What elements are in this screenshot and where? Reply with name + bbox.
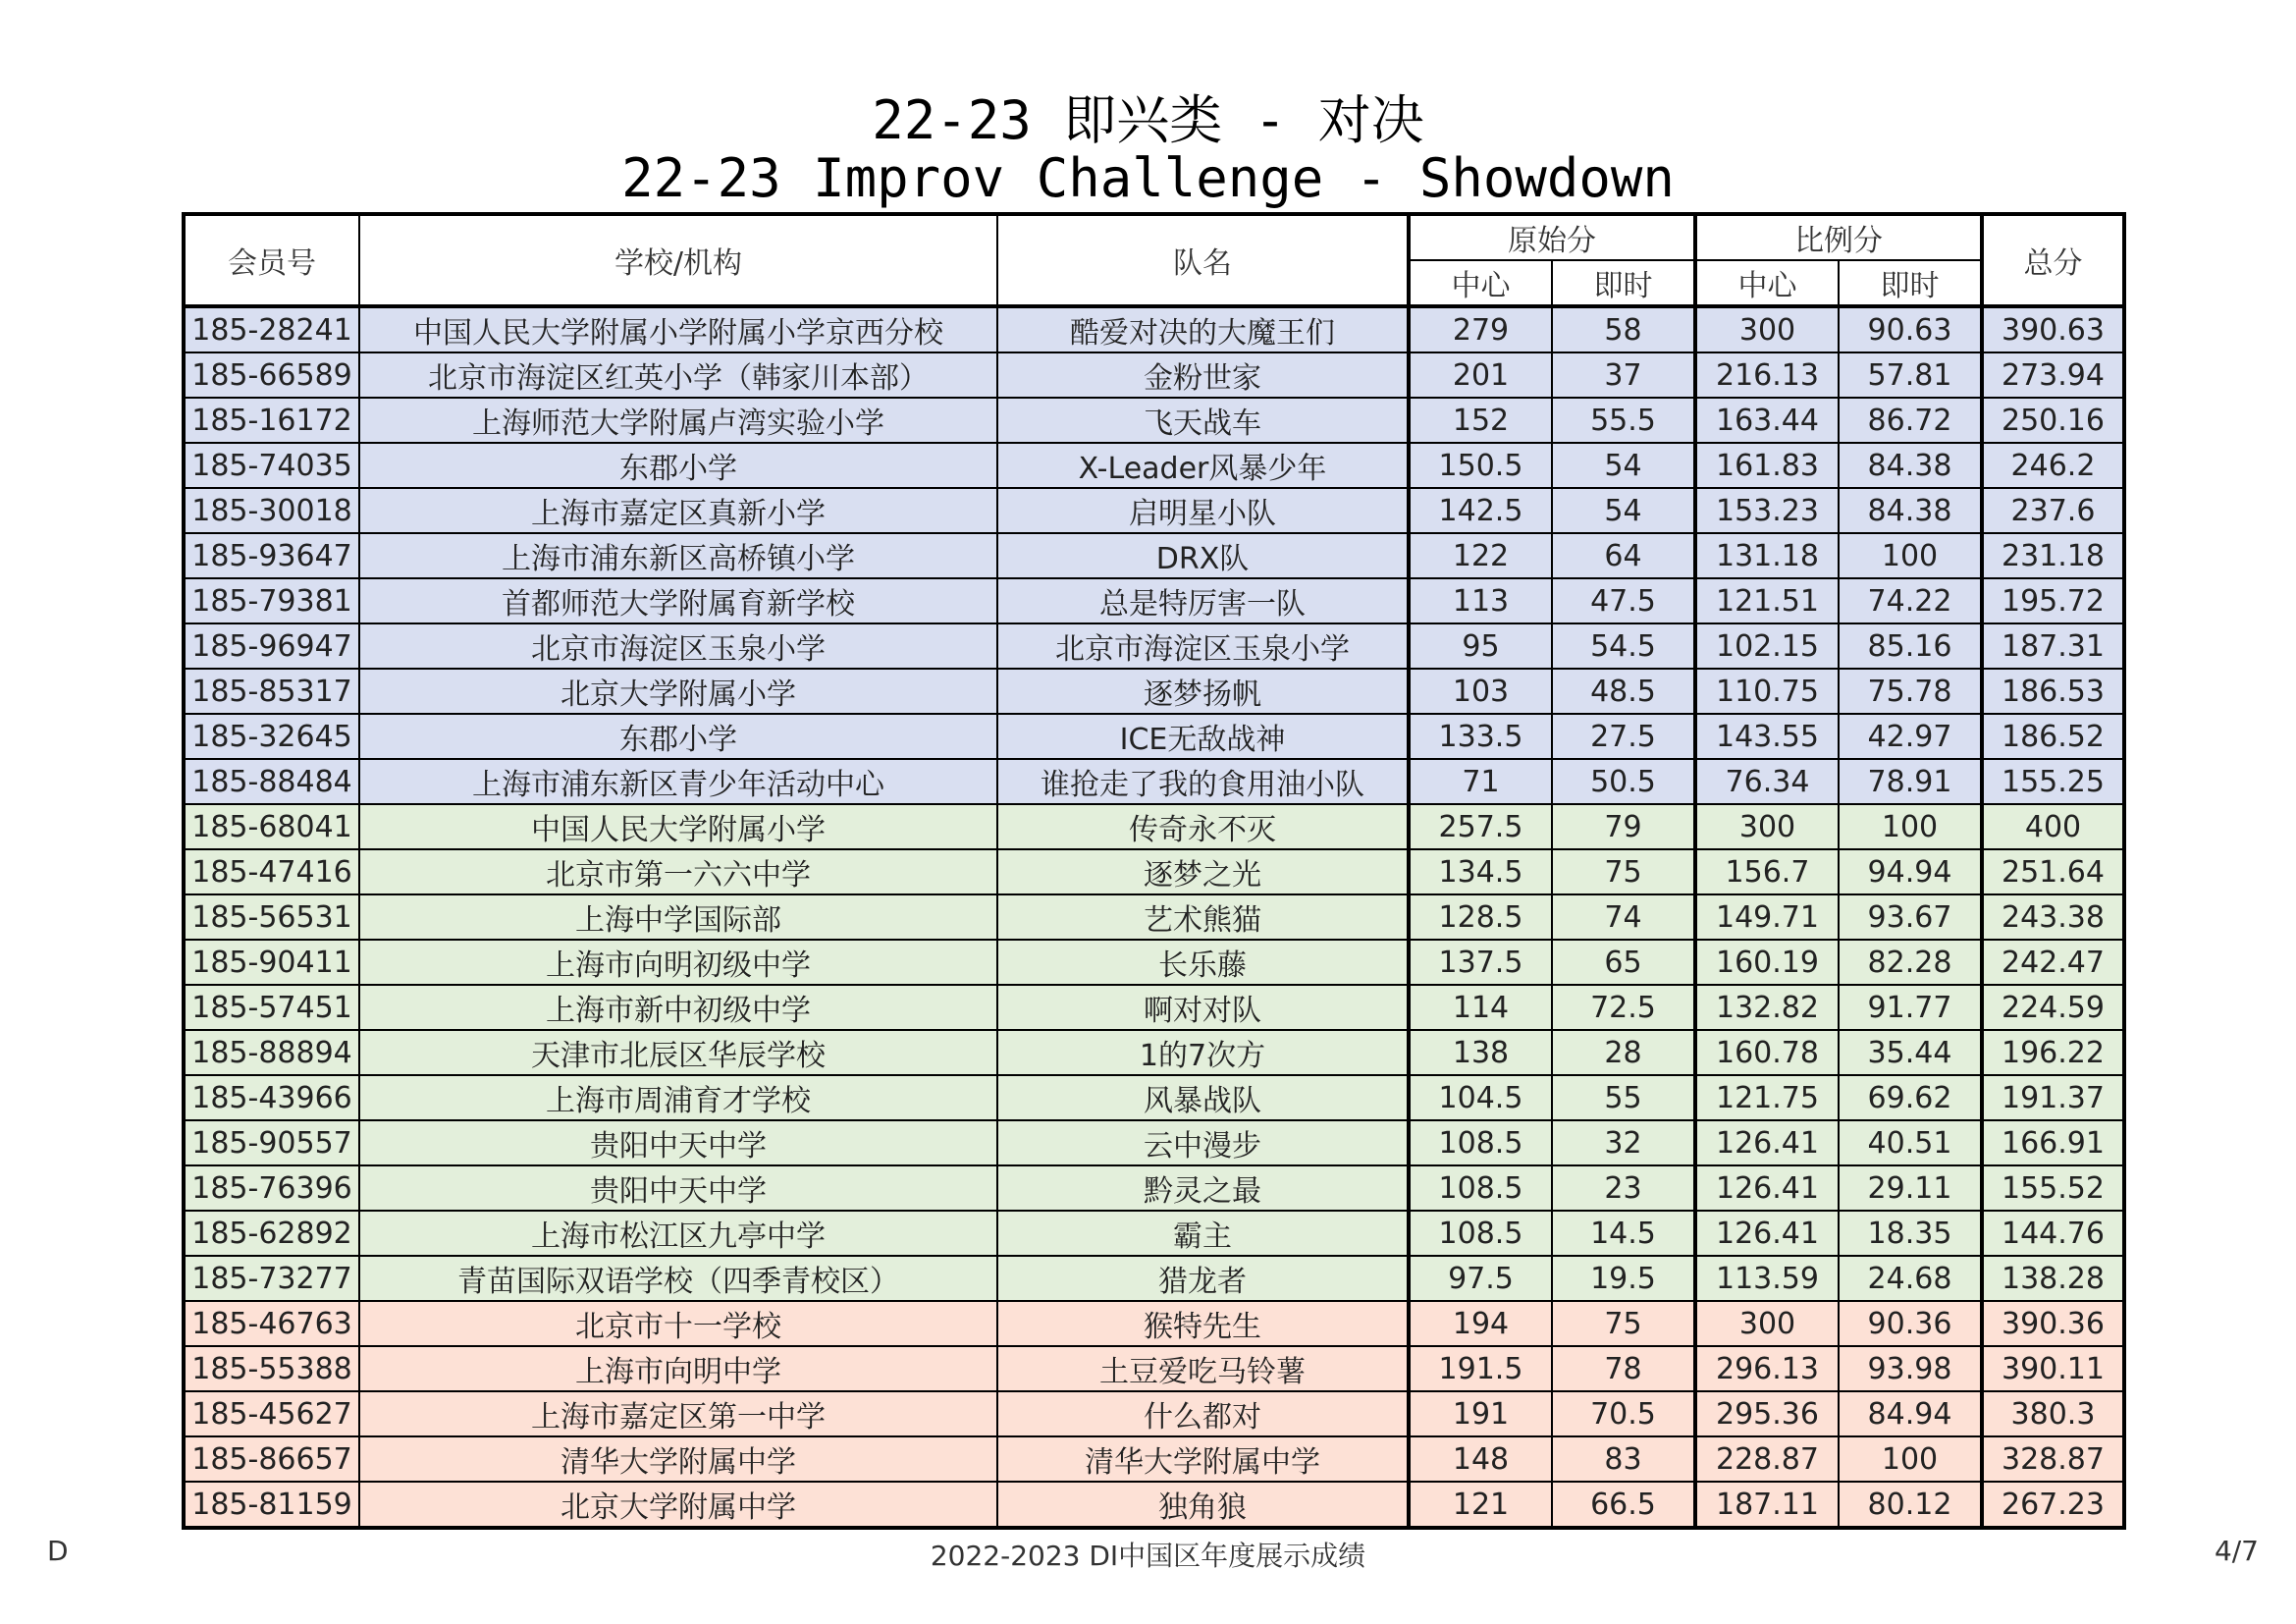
- raw-center-cell: 121: [1409, 1482, 1552, 1528]
- raw-center-cell: 150.5: [1409, 443, 1552, 488]
- scaled-center-cell: 156.7: [1695, 849, 1839, 894]
- school-cell: 上海市向明初级中学: [359, 940, 997, 985]
- raw-instant-cell: 74: [1552, 894, 1695, 940]
- scaled-center-cell: 126.41: [1695, 1165, 1839, 1211]
- scaled-instant-cell: 80.12: [1839, 1482, 1982, 1528]
- raw-center-cell: 134.5: [1409, 849, 1552, 894]
- scaled-center-cell: 121.75: [1695, 1075, 1839, 1120]
- team-cell: 逐梦扬帆: [997, 669, 1409, 714]
- member-id-cell: 185-88484: [184, 759, 359, 804]
- raw-center-cell: 103: [1409, 669, 1552, 714]
- scaled-center-cell: 161.83: [1695, 443, 1839, 488]
- raw-center-cell: 122: [1409, 533, 1552, 578]
- team-cell: 总是特厉害一队: [997, 578, 1409, 623]
- header-scaled-center: 中心: [1695, 260, 1839, 306]
- team-cell: 逐梦之光: [997, 849, 1409, 894]
- member-id-cell: 185-90411: [184, 940, 359, 985]
- total-cell: 237.6: [1982, 488, 2124, 533]
- total-cell: 231.18: [1982, 533, 2124, 578]
- raw-center-cell: 108.5: [1409, 1165, 1552, 1211]
- scaled-instant-cell: 74.22: [1839, 578, 1982, 623]
- school-cell: 上海市松江区九亭中学: [359, 1211, 997, 1256]
- member-id-cell: 185-46763: [184, 1301, 359, 1346]
- scaled-center-cell: 153.23: [1695, 488, 1839, 533]
- team-cell: ICE无敌战神: [997, 714, 1409, 759]
- raw-instant-cell: 54: [1552, 488, 1695, 533]
- school-cell: 清华大学附属中学: [359, 1436, 997, 1482]
- school-cell: 上海市浦东新区青少年活动中心: [359, 759, 997, 804]
- school-cell: 北京大学附属中学: [359, 1482, 997, 1528]
- raw-instant-cell: 27.5: [1552, 714, 1695, 759]
- header-raw-instant: 即时: [1552, 260, 1695, 306]
- team-cell: 风暴战队: [997, 1075, 1409, 1120]
- team-cell: 北京市海淀区玉泉小学: [997, 623, 1409, 669]
- scaled-instant-cell: 40.51: [1839, 1120, 1982, 1165]
- scaled-center-cell: 187.11: [1695, 1482, 1839, 1528]
- raw-center-cell: 152: [1409, 398, 1552, 443]
- member-id-cell: 185-96947: [184, 623, 359, 669]
- school-cell: 东郡小学: [359, 443, 997, 488]
- footer-caption: 2022-2023 DI中国区年度展示成绩: [930, 1540, 1366, 1572]
- team-cell: 传奇永不灭: [997, 804, 1409, 849]
- scaled-center-cell: 300: [1695, 306, 1839, 352]
- member-id-cell: 185-16172: [184, 398, 359, 443]
- table-row: [184, 714, 2124, 759]
- member-id-cell: 185-32645: [184, 714, 359, 759]
- scaled-center-cell: 160.78: [1695, 1030, 1839, 1075]
- member-id-cell: 185-90557: [184, 1120, 359, 1165]
- raw-instant-cell: 58: [1552, 306, 1695, 352]
- school-cell: 上海市浦东新区高桥镇小学: [359, 533, 997, 578]
- team-cell: 啊对对队: [997, 985, 1409, 1030]
- school-cell: 上海中学国际部: [359, 894, 997, 940]
- table-row: [184, 759, 2124, 804]
- total-cell: 187.31: [1982, 623, 2124, 669]
- scaled-instant-cell: 91.77: [1839, 985, 1982, 1030]
- raw-instant-cell: 78: [1552, 1346, 1695, 1391]
- table-row: [184, 1301, 2124, 1346]
- scaled-instant-cell: 90.36: [1839, 1301, 1982, 1346]
- scaled-center-cell: 296.13: [1695, 1346, 1839, 1391]
- member-id-cell: 185-73277: [184, 1256, 359, 1301]
- member-id-cell: 185-43966: [184, 1075, 359, 1120]
- scaled-instant-cell: 85.16: [1839, 623, 1982, 669]
- member-id-cell: 185-74035: [184, 443, 359, 488]
- table-row: [184, 1436, 2124, 1482]
- raw-center-cell: 97.5: [1409, 1256, 1552, 1301]
- total-cell: 400: [1982, 804, 2124, 849]
- scaled-instant-cell: 93.98: [1839, 1346, 1982, 1391]
- footer-left-mark: D: [47, 1535, 69, 1567]
- total-cell: 328.87: [1982, 1436, 2124, 1482]
- raw-instant-cell: 70.5: [1552, 1391, 1695, 1436]
- scaled-instant-cell: 35.44: [1839, 1030, 1982, 1075]
- member-id-cell: 185-55388: [184, 1346, 359, 1391]
- table-row: [184, 1211, 2124, 1256]
- raw-instant-cell: 37: [1552, 352, 1695, 398]
- team-cell: 土豆爱吃马铃薯: [997, 1346, 1409, 1391]
- school-cell: 上海市嘉定区真新小学: [359, 488, 997, 533]
- scaled-instant-cell: 84.38: [1839, 488, 1982, 533]
- table-row: [184, 352, 2124, 398]
- score-table: [182, 212, 2126, 1530]
- table-row: [184, 1120, 2124, 1165]
- total-cell: 390.11: [1982, 1346, 2124, 1391]
- raw-center-cell: 108.5: [1409, 1120, 1552, 1165]
- team-cell: 长乐藤: [997, 940, 1409, 985]
- raw-instant-cell: 64: [1552, 533, 1695, 578]
- team-cell: 飞天战车: [997, 398, 1409, 443]
- raw-instant-cell: 32: [1552, 1120, 1695, 1165]
- scaled-instant-cell: 42.97: [1839, 714, 1982, 759]
- scaled-instant-cell: 75.78: [1839, 669, 1982, 714]
- raw-instant-cell: 75: [1552, 1301, 1695, 1346]
- scaled-center-cell: 102.15: [1695, 623, 1839, 669]
- team-cell: 启明星小队: [997, 488, 1409, 533]
- total-cell: 273.94: [1982, 352, 2124, 398]
- school-cell: 青苗国际双语学校（四季青校区）: [359, 1256, 997, 1301]
- raw-instant-cell: 55: [1552, 1075, 1695, 1120]
- table-row: [184, 1075, 2124, 1120]
- table-row: [184, 398, 2124, 443]
- school-cell: 上海市嘉定区第一中学: [359, 1391, 997, 1436]
- raw-instant-cell: 66.5: [1552, 1482, 1695, 1528]
- total-cell: 166.91: [1982, 1120, 2124, 1165]
- raw-center-cell: 191: [1409, 1391, 1552, 1436]
- member-id-cell: 185-66589: [184, 352, 359, 398]
- member-id-cell: 185-81159: [184, 1482, 359, 1528]
- raw-center-cell: 108.5: [1409, 1211, 1552, 1256]
- school-cell: 中国人民大学附属小学: [359, 804, 997, 849]
- team-cell: 金粉世家: [997, 352, 1409, 398]
- scaled-instant-cell: 90.63: [1839, 306, 1982, 352]
- table-row: [184, 804, 2124, 849]
- total-cell: 155.25: [1982, 759, 2124, 804]
- school-cell: 东郡小学: [359, 714, 997, 759]
- scaled-center-cell: 300: [1695, 1301, 1839, 1346]
- table-row: [184, 669, 2124, 714]
- header-school: 学校/机构: [359, 214, 997, 306]
- total-cell: 242.47: [1982, 940, 2124, 985]
- team-cell: 猴特先生: [997, 1301, 1409, 1346]
- total-cell: 155.52: [1982, 1165, 2124, 1211]
- school-cell: 北京市海淀区玉泉小学: [359, 623, 997, 669]
- table-row: [184, 488, 2124, 533]
- total-cell: 251.64: [1982, 849, 2124, 894]
- school-cell: 天津市北辰区华辰学校: [359, 1030, 997, 1075]
- school-cell: 首都师范大学附属育新学校: [359, 578, 997, 623]
- raw-center-cell: 133.5: [1409, 714, 1552, 759]
- raw-instant-cell: 54: [1552, 443, 1695, 488]
- team-cell: DRX队: [997, 533, 1409, 578]
- team-cell: 黔灵之最: [997, 1165, 1409, 1211]
- scaled-center-cell: 160.19: [1695, 940, 1839, 985]
- school-cell: 北京市十一学校: [359, 1301, 997, 1346]
- page-title-english: 22-23 Improv Challenge - Showdown: [621, 147, 1675, 209]
- scaled-center-cell: 121.51: [1695, 578, 1839, 623]
- scaled-instant-cell: 100: [1839, 804, 1982, 849]
- table-row: [184, 1030, 2124, 1075]
- table-row: [184, 985, 2124, 1030]
- team-cell: 酷爱对决的大魔王们: [997, 306, 1409, 352]
- table-row: [184, 306, 2124, 352]
- member-id-cell: 185-85317: [184, 669, 359, 714]
- raw-center-cell: 191.5: [1409, 1346, 1552, 1391]
- total-cell: 267.23: [1982, 1482, 2124, 1528]
- raw-instant-cell: 72.5: [1552, 985, 1695, 1030]
- member-id-cell: 185-79381: [184, 578, 359, 623]
- member-id-cell: 185-45627: [184, 1391, 359, 1436]
- header-scaled-score: 比例分: [1695, 214, 1982, 260]
- total-cell: 390.63: [1982, 306, 2124, 352]
- scaled-instant-cell: 93.67: [1839, 894, 1982, 940]
- school-cell: 北京市海淀区红英小学（韩家川本部）: [359, 352, 997, 398]
- scaled-center-cell: 76.34: [1695, 759, 1839, 804]
- school-cell: 上海市周浦育才学校: [359, 1075, 997, 1120]
- scaled-instant-cell: 18.35: [1839, 1211, 1982, 1256]
- scaled-center-cell: 163.44: [1695, 398, 1839, 443]
- total-cell: 195.72: [1982, 578, 2124, 623]
- table-row: [184, 1346, 2124, 1391]
- table-row: [184, 849, 2124, 894]
- header-scaled-instant: 即时: [1839, 260, 1982, 306]
- total-cell: 186.53: [1982, 669, 2124, 714]
- scaled-instant-cell: 94.94: [1839, 849, 1982, 894]
- total-cell: 224.59: [1982, 985, 2124, 1030]
- team-cell: 清华大学附属中学: [997, 1436, 1409, 1482]
- raw-center-cell: 138: [1409, 1030, 1552, 1075]
- raw-center-cell: 137.5: [1409, 940, 1552, 985]
- table-row: [184, 1256, 2124, 1301]
- member-id-cell: 185-88894: [184, 1030, 359, 1075]
- school-cell: 上海市新中初级中学: [359, 985, 997, 1030]
- header-member-id: 会员号: [184, 214, 359, 306]
- table-row: [184, 894, 2124, 940]
- member-id-cell: 185-57451: [184, 985, 359, 1030]
- header-raw-center: 中心: [1409, 260, 1552, 306]
- raw-center-cell: 279: [1409, 306, 1552, 352]
- school-cell: 上海市向明中学: [359, 1346, 997, 1391]
- total-cell: 138.28: [1982, 1256, 2124, 1301]
- total-cell: 196.22: [1982, 1030, 2124, 1075]
- school-cell: 北京大学附属小学: [359, 669, 997, 714]
- member-id-cell: 185-76396: [184, 1165, 359, 1211]
- member-id-cell: 185-86657: [184, 1436, 359, 1482]
- team-cell: X-Leader风暴少年: [997, 443, 1409, 488]
- raw-center-cell: 142.5: [1409, 488, 1552, 533]
- scaled-instant-cell: 29.11: [1839, 1165, 1982, 1211]
- raw-instant-cell: 54.5: [1552, 623, 1695, 669]
- school-cell: 贵阳中天中学: [359, 1120, 997, 1165]
- scaled-instant-cell: 78.91: [1839, 759, 1982, 804]
- team-cell: 云中漫步: [997, 1120, 1409, 1165]
- team-cell: 1的7次方: [997, 1030, 1409, 1075]
- member-id-cell: 185-30018: [184, 488, 359, 533]
- school-cell: 上海师范大学附属卢湾实验小学: [359, 398, 997, 443]
- member-id-cell: 185-47416: [184, 849, 359, 894]
- scaled-instant-cell: 100: [1839, 533, 1982, 578]
- scaled-center-cell: 295.36: [1695, 1391, 1839, 1436]
- table-row: [184, 623, 2124, 669]
- raw-center-cell: 201: [1409, 352, 1552, 398]
- team-cell: 什么都对: [997, 1391, 1409, 1436]
- member-id-cell: 185-56531: [184, 894, 359, 940]
- school-cell: 北京市第一六六中学: [359, 849, 997, 894]
- scaled-instant-cell: 57.81: [1839, 352, 1982, 398]
- total-cell: 186.52: [1982, 714, 2124, 759]
- total-cell: 380.3: [1982, 1391, 2124, 1436]
- total-cell: 390.36: [1982, 1301, 2124, 1346]
- school-cell: 中国人民大学附属小学附属小学京西分校: [359, 306, 997, 352]
- table-row: [184, 1482, 2124, 1528]
- scaled-center-cell: 149.71: [1695, 894, 1839, 940]
- total-cell: 191.37: [1982, 1075, 2124, 1120]
- scaled-instant-cell: 82.28: [1839, 940, 1982, 985]
- raw-center-cell: 113: [1409, 578, 1552, 623]
- raw-instant-cell: 50.5: [1552, 759, 1695, 804]
- raw-center-cell: 104.5: [1409, 1075, 1552, 1120]
- scaled-center-cell: 126.41: [1695, 1211, 1839, 1256]
- scaled-center-cell: 110.75: [1695, 669, 1839, 714]
- total-cell: 243.38: [1982, 894, 2124, 940]
- scaled-instant-cell: 86.72: [1839, 398, 1982, 443]
- scaled-center-cell: 216.13: [1695, 352, 1839, 398]
- scaled-center-cell: 126.41: [1695, 1120, 1839, 1165]
- scaled-center-cell: 300: [1695, 804, 1839, 849]
- raw-instant-cell: 75: [1552, 849, 1695, 894]
- table-row: [184, 1165, 2124, 1211]
- total-cell: 246.2: [1982, 443, 2124, 488]
- member-id-cell: 185-93647: [184, 533, 359, 578]
- scaled-center-cell: 228.87: [1695, 1436, 1839, 1482]
- scaled-instant-cell: 24.68: [1839, 1256, 1982, 1301]
- team-cell: 谁抢走了我的食用油小队: [997, 759, 1409, 804]
- raw-center-cell: 128.5: [1409, 894, 1552, 940]
- page-title-chinese: 22-23 即兴类 - 对决: [872, 89, 1424, 151]
- raw-center-cell: 114: [1409, 985, 1552, 1030]
- raw-instant-cell: 14.5: [1552, 1211, 1695, 1256]
- raw-center-cell: 194: [1409, 1301, 1552, 1346]
- table-row: [184, 443, 2124, 488]
- raw-instant-cell: 55.5: [1552, 398, 1695, 443]
- raw-center-cell: 71: [1409, 759, 1552, 804]
- raw-instant-cell: 19.5: [1552, 1256, 1695, 1301]
- table-row: [184, 940, 2124, 985]
- raw-instant-cell: 65: [1552, 940, 1695, 985]
- scaled-instant-cell: 84.38: [1839, 443, 1982, 488]
- member-id-cell: 185-68041: [184, 804, 359, 849]
- raw-instant-cell: 83: [1552, 1436, 1695, 1482]
- header-raw-score: 原始分: [1409, 214, 1695, 260]
- member-id-cell: 185-62892: [184, 1211, 359, 1256]
- scaled-center-cell: 132.82: [1695, 985, 1839, 1030]
- header-total: 总分: [1982, 214, 2124, 306]
- raw-center-cell: 148: [1409, 1436, 1552, 1482]
- raw-instant-cell: 23: [1552, 1165, 1695, 1211]
- page-number: 4/7: [2214, 1535, 2259, 1567]
- team-cell: 独角狼: [997, 1482, 1409, 1528]
- table-row: [184, 578, 2124, 623]
- raw-instant-cell: 47.5: [1552, 578, 1695, 623]
- header-team: 队名: [997, 214, 1409, 306]
- table-row: [184, 1391, 2124, 1436]
- scaled-center-cell: 143.55: [1695, 714, 1839, 759]
- member-id-cell: 185-28241: [184, 306, 359, 352]
- raw-instant-cell: 28: [1552, 1030, 1695, 1075]
- scaled-instant-cell: 84.94: [1839, 1391, 1982, 1436]
- table-row: [184, 533, 2124, 578]
- scaled-instant-cell: 69.62: [1839, 1075, 1982, 1120]
- total-cell: 144.76: [1982, 1211, 2124, 1256]
- raw-center-cell: 257.5: [1409, 804, 1552, 849]
- scaled-instant-cell: 100: [1839, 1436, 1982, 1482]
- school-cell: 贵阳中天中学: [359, 1165, 997, 1211]
- raw-instant-cell: 79: [1552, 804, 1695, 849]
- team-cell: 艺术熊猫: [997, 894, 1409, 940]
- raw-instant-cell: 48.5: [1552, 669, 1695, 714]
- team-cell: 霸主: [997, 1211, 1409, 1256]
- scaled-center-cell: 131.18: [1695, 533, 1839, 578]
- table-body: [184, 306, 2124, 1528]
- team-cell: 猎龙者: [997, 1256, 1409, 1301]
- raw-center-cell: 95: [1409, 623, 1552, 669]
- total-cell: 250.16: [1982, 398, 2124, 443]
- scaled-center-cell: 113.59: [1695, 1256, 1839, 1301]
